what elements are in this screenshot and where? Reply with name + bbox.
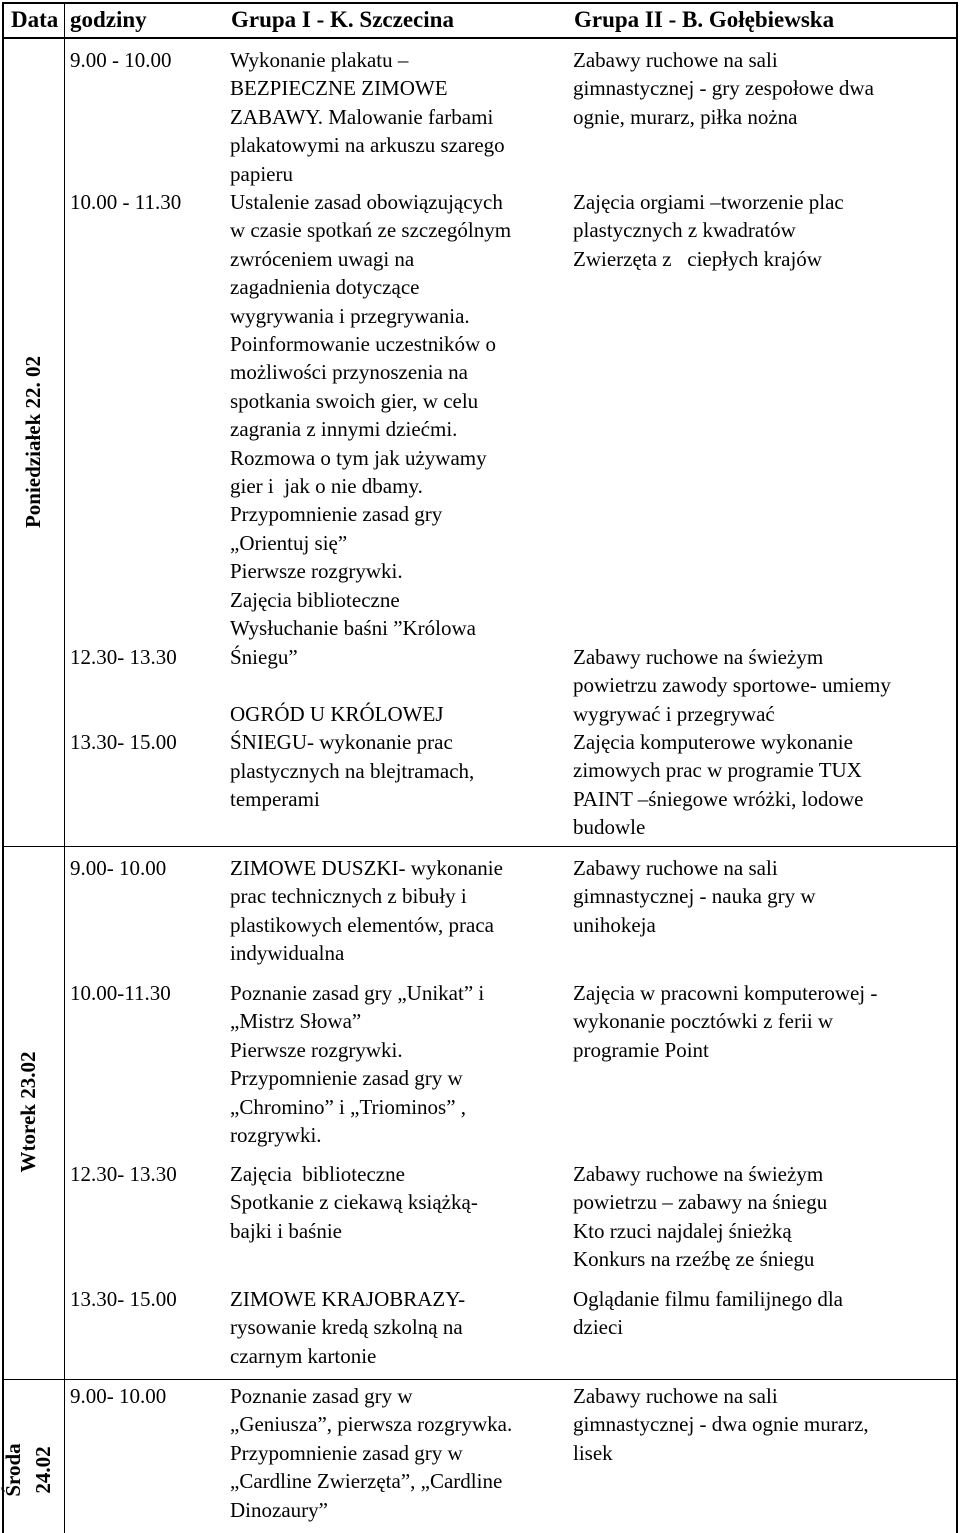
activity-group2: Zabawy ruchowe na sali gimnastycznej - nauka gry w unihokeja xyxy=(573,856,816,937)
row-divider-tuesday xyxy=(2,1379,958,1380)
time-slot: 13.30- 15.00 xyxy=(70,1287,177,1311)
time-slot: 10.00-11.30 xyxy=(70,981,171,1005)
activity-group2: Zabawy ruchowe na sali gimnastycznej - dwa ognie murarz, lisek xyxy=(573,1384,869,1465)
activity-group2: Zabawy ruchowe na świeżym powietrzu zawody sportowe- umiemy wygrywać i przegrywać xyxy=(573,645,891,726)
row-divider-monday xyxy=(2,846,958,847)
table-border-left xyxy=(2,2,4,1533)
col-divider-day xyxy=(64,2,65,1533)
activity-group2: Zabawy ruchowe na sali gimnastycznej - gry zespołowe dwa ognie, murarz, piłka nożna xyxy=(573,48,874,129)
time-slot: 9.00 - 10.00 xyxy=(70,48,172,72)
activity-group2: Zajęcia orgiami –tworzenie plac plastycznych z kwadratów Zwierzęta z ciepłych krajów xyxy=(573,190,844,271)
activity-group2: Oglądanie filmu familijnego dla dzieci xyxy=(573,1287,844,1340)
time-slot: 9.00- 10.00 xyxy=(70,856,167,880)
time-slot: 10.00 - 11.30 xyxy=(70,190,182,214)
activity-group1: Zajęcia biblioteczne Spotkanie z ciekawą książką- bajki i baśnie xyxy=(230,1162,478,1243)
day-label-monday: Poniedziałek 22. 02 xyxy=(21,355,45,529)
activity-group1: Poznanie zasad gry „Unikat” i „Mistrz Słowa” Pierwsze rozgrywki. Przypomnienie zasad gry w „Chromino” i „Triominos” , rozgrywki. xyxy=(230,981,485,1148)
activity-group2: Zajęcia komputerowe wykonanie zimowych prac w programie TUX PAINT –śniegowe wróżki, lodowe budowle xyxy=(573,730,864,840)
activity-group1: OGRÓD U KRÓLOWEJ ŚNIEGU- wykonanie prac plastycznych na blejtramach, temperami xyxy=(230,702,475,812)
day-label-wednesday xyxy=(0,1415,58,1525)
day-label-wednesday-date: 24.02 xyxy=(31,1446,55,1494)
header-divider xyxy=(2,37,958,39)
activity-group1: Poznanie zasad gry w „Geniusza”, pierwsza rozgrywka. Przypomnienie zasad gry w „Cardline Zwierzęta”, „Cardline Dinozaury” xyxy=(230,1384,513,1522)
day-label-tuesday: Wtorek 23.02 xyxy=(16,1051,40,1173)
activity-group1: ZIMOWE DUSZKI- wykonanie prac technicznych z bibuły i plastikowych elementów, praca indywidualna xyxy=(230,856,503,966)
activity-group1: Ustalenie zasad obowiązujących w czasie spotkań ze szczególnym zwróceniem uwagi na zagadnienia dotyczące wygrywania i przegrywania. Poinformowanie uczestników o możliwości przynoszenia na spotkania swoich gier, w celu zagrania z innymi dziećmi. Rozmowa o tym jak używamy gier i jak o nie dbamy. Przypomnienie zasad gry „Orientuj się” Pierwsze rozgrywki. xyxy=(230,190,512,584)
table-border-right xyxy=(956,2,958,1533)
activity-group1: Wykonanie plakatu – BEZPIECZNE ZIMOWE ZABAWY. Malowanie farbami plakatowymi na arkuszu szarego papieru xyxy=(230,48,505,186)
table-border-top xyxy=(2,2,958,4)
activity-group1: ZIMOWE KRAJOBRAZY- rysowanie kredą szkolną na czarnym kartonie xyxy=(230,1287,466,1368)
header-data: Data xyxy=(11,7,59,32)
time-slot: 12.30- 13.30 xyxy=(70,1162,177,1186)
activity-group2: Zajęcia w pracowni komputerowej - wykonanie pocztówki z ferii w programie Point xyxy=(573,981,878,1062)
header-grupa-1: Grupa I - K. Szczecina xyxy=(231,7,454,32)
time-slot: 13.30- 15.00 xyxy=(70,730,177,754)
time-slot: 9.00- 10.00 xyxy=(70,1384,167,1408)
time-slot: 12.30- 13.30 xyxy=(70,645,177,669)
day-label-wednesday-name: Środa xyxy=(1,1443,25,1497)
header-godziny: godziny xyxy=(70,7,147,32)
activity-group1: Zajęcia biblioteczne Wysłuchanie baśni ”Królowa Śniegu” xyxy=(230,588,476,669)
header-grupa-2: Grupa II - B. Gołębiewska xyxy=(574,7,835,32)
activity-group2: Zabawy ruchowe na świeżym powietrzu – zabawy na śniegu Kto rzuci najdalej śnieżką Konkurs na rzeźbę ze śniegu xyxy=(573,1162,828,1272)
